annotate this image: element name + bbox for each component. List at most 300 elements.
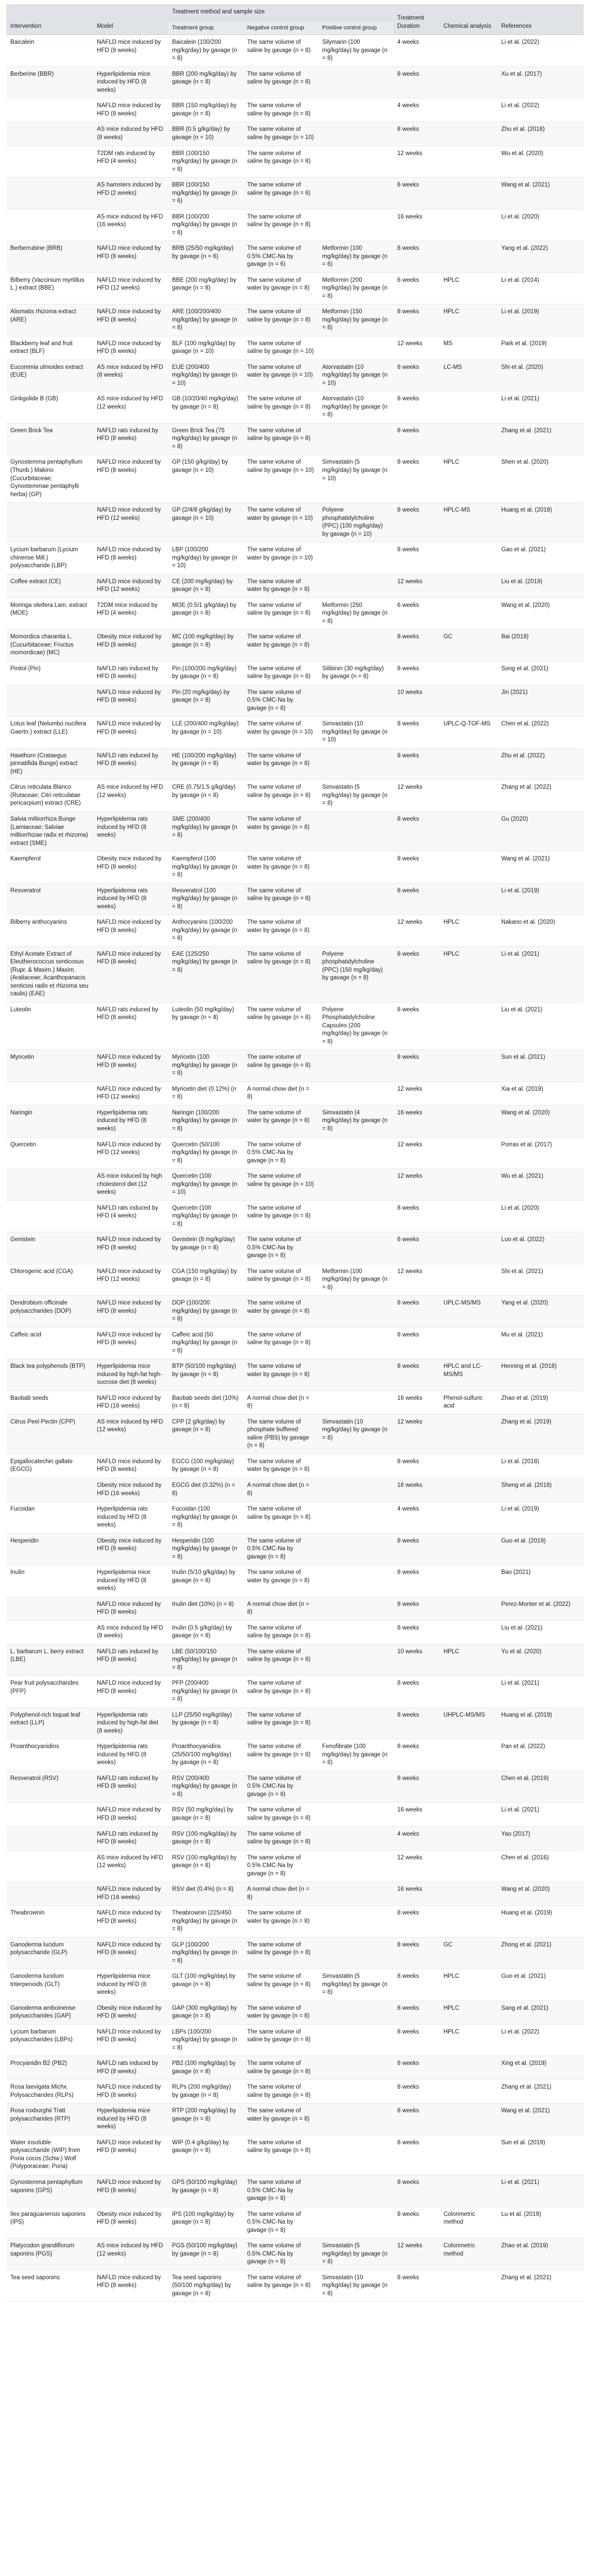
cell-positive-control <box>318 423 393 455</box>
cell-reference[interactable]: Wang et al. (2020) <box>497 1105 584 1137</box>
cell-duration: 12 weeks <box>393 1081 440 1105</box>
cell-duration: 8 weeks <box>393 1937 440 1969</box>
cell-chemical-analysis <box>440 1081 497 1105</box>
cell-reference[interactable]: Zhao et al. (2019) <box>497 1391 584 1414</box>
cell-negative-control: The same volume of water by gavage (n = 8) <box>243 2001 318 2024</box>
cell-reference[interactable]: Xia et al. (2019) <box>497 1081 584 1105</box>
table-row <box>6 1391 584 1414</box>
cell-positive-control: Simvastatin (4 mg/kg/day) by gavage (n = 8) <box>318 1105 393 1137</box>
cell-reference[interactable]: Gu (2020) <box>497 812 584 852</box>
cell-reference[interactable]: Chen et al. (2022) <box>497 717 584 749</box>
cell-positive-control <box>318 1478 393 1502</box>
cell-intervention: Ganoderma amboinense polysaccharides (GAP) <box>6 2001 93 2024</box>
cell-reference[interactable]: Li et al. (2021) <box>497 946 584 1002</box>
cell-model: NAFLD mice induced by HFD (12 weeks) <box>93 574 168 598</box>
cell-chemical-analysis: GC <box>440 1937 497 1969</box>
cell-negative-control: The same volume of saline by gavage (n = 8) <box>243 1739 318 1771</box>
cell-duration: 12 weeks <box>393 336 440 360</box>
cell-reference[interactable]: Park et al. (2019) <box>497 336 584 360</box>
cell-positive-control <box>318 574 393 598</box>
cell-intervention <box>6 1081 93 1105</box>
cell-chemical-analysis: HPLC <box>440 1969 497 2001</box>
cell-chemical-analysis <box>440 1676 497 1708</box>
cell-negative-control: The same volume of saline by gavage (n = 8) <box>243 2024 318 2056</box>
cell-treatment-group: Anthocyanins (100/200 mg/kg/day) by gavage (n = 8) <box>168 915 243 947</box>
cell-treatment-group: BBR (150 mg/kg/day) by gavage (n = 8) <box>168 98 243 122</box>
cell-treatment-group: Baobab seeds diet (10%) (n = 8) <box>168 1391 243 1414</box>
cell-reference[interactable]: Li et al. (2022) <box>497 2024 584 2056</box>
cell-treatment-group: Fucoidan (100 mg/kg/day) by gavage (n = 8) <box>168 1502 243 1534</box>
cell-intervention: Pear fruit polysaccharides (PFP) <box>6 1676 93 1708</box>
cell-negative-control: A normal chow diet (n = 8) <box>243 1478 318 1502</box>
cell-reference[interactable]: Li et al. (2022) <box>497 35 584 67</box>
table-row <box>6 1327 584 1359</box>
cell-positive-control <box>318 2207 393 2239</box>
cell-intervention: Naringin <box>6 1105 93 1137</box>
header-treatment-method: Treatment method and sample size <box>168 4 393 21</box>
table-row <box>6 780 584 812</box>
cell-reference[interactable]: Guo et al. (2019) <box>497 1533 584 1565</box>
cell-reference[interactable]: Zhong et al. (2021) <box>497 1937 584 1969</box>
cell-negative-control: The same volume of water by gavage (n = 10) <box>243 360 318 392</box>
cell-negative-control: The same volume of saline by gavage (n = 8) <box>243 1644 318 1676</box>
cell-negative-control: The same volume of saline by gavage (n = 8) <box>243 1002 318 1050</box>
cell-treatment-group: LBE (50/100/150 mg/kg/day) by gavage (n = 8) <box>168 1644 243 1676</box>
cell-treatment-group: RSV (100 mg/kg/day) by gavage (n = 8) <box>168 1826 243 1850</box>
cell-negative-control: A normal chow diet (n = 8) <box>243 1597 318 1620</box>
header-duration: Treatment Duration <box>393 4 440 35</box>
cell-chemical-analysis <box>440 812 497 852</box>
cell-model: AS mice induced by high cholesterol diet (12 weeks) <box>93 1169 168 1201</box>
cell-positive-control <box>318 1327 393 1359</box>
cell-model: NAFLD rats induced by HFD (4 weeks) <box>93 1200 168 1232</box>
table-row <box>6 35 584 67</box>
cell-negative-control: The same volume of saline by gavage (n = 8) <box>243 66 318 98</box>
cell-treatment-group: BBR (200 mg/kg/day) by gavage (n = 8) <box>168 66 243 98</box>
cell-chemical-analysis: HPLC <box>440 304 497 336</box>
cell-duration: 8 weeks <box>393 717 440 749</box>
cell-chemical-analysis <box>440 1826 497 1850</box>
cell-reference[interactable]: Zhao et al. (2019) <box>497 2239 584 2270</box>
cell-positive-control <box>318 1771 393 1803</box>
cell-chemical-analysis: HPLC <box>440 455 497 503</box>
cell-reference[interactable]: Porras et al. (2017) <box>497 1137 584 1169</box>
cell-reference[interactable]: Zhang et al. (2021) <box>497 2080 584 2104</box>
cell-reference[interactable]: Li et al. (2019) <box>497 883 584 915</box>
table-container <box>6 4 584 2302</box>
cell-reference[interactable]: Bao (2021) <box>497 1565 584 1597</box>
cell-intervention <box>6 1882 93 1906</box>
cell-treatment-group: GP (150 g/kg/day) by gavage (n = 10) <box>168 455 243 503</box>
cell-negative-control: A normal chow diet (n = 8) <box>243 1391 318 1414</box>
table-row <box>6 1414 584 1454</box>
cell-intervention: Myricetin <box>6 1050 93 1082</box>
cell-treatment-group: GLP (100/200 mg/kg/day) by gavage (n = 8) <box>168 1937 243 1969</box>
cell-treatment-group: LBP (100/200 mg/kg/day) by gavage (n = 10) <box>168 543 243 574</box>
cell-treatment-group: CRE (0.75/1.5 g/kg/day) by gavage (n = 8) <box>168 780 243 812</box>
table-row <box>6 1359 584 1391</box>
cell-positive-control <box>318 1391 393 1414</box>
cell-reference[interactable]: Yao (2017) <box>497 1826 584 1850</box>
table-row <box>6 2135 584 2175</box>
cell-model: NAFLD rats induced by HFD (8 weeks) <box>93 748 168 780</box>
cell-duration: 8 weeks <box>393 1707 440 1739</box>
cell-reference[interactable]: Liu et al. (2021) <box>497 1620 584 1644</box>
cell-duration: 12 weeks <box>393 1264 440 1296</box>
cell-intervention: Platycodon grandiflorum saponins (PGS) <box>6 2239 93 2270</box>
cell-reference[interactable]: Sun et al. (2019) <box>497 2135 584 2175</box>
cell-model: NAFLD mice induced by HFD (16 weeks) <box>93 1391 168 1414</box>
cell-reference[interactable]: Shi et al. (2021) <box>497 1264 584 1296</box>
cell-reference[interactable]: Xing et al. (2019) <box>497 2056 584 2080</box>
cell-chemical-analysis <box>440 1137 497 1169</box>
cell-negative-control: The same volume of saline by gavage (n = 8) <box>243 1826 318 1850</box>
cell-positive-control: Simvastatin (10 mg/kg/day) by gavage (n = 8) <box>318 1414 393 1454</box>
cell-chemical-analysis <box>440 2080 497 2104</box>
cell-model: T2DM rats induced by HFD (4 weeks) <box>93 146 168 178</box>
cell-positive-control <box>318 98 393 122</box>
cell-reference[interactable]: Song et al. (2021) <box>497 661 584 685</box>
cell-reference[interactable]: Li et al. (2020) <box>497 209 584 241</box>
cell-positive-control <box>318 2080 393 2104</box>
table-row <box>6 1232 584 1264</box>
cell-duration: 8 weeks <box>393 1296 440 1328</box>
cell-reference[interactable]: Zhang et al. (2021) <box>497 423 584 455</box>
cell-reference[interactable]: Zhang et al. (2021) <box>497 2270 584 2302</box>
cell-model: NAFLD mice induced by HFD (8 weeks) <box>93 2080 168 2104</box>
header-positive-group: Positive control group <box>318 21 393 35</box>
cell-treatment-group: Kaempferol (100 mg/kg/day) by gavage (n = 8) <box>168 852 243 884</box>
cell-treatment-group: BBR (100/200 mg/kg/day) by gavage (n = 8) <box>168 209 243 241</box>
cell-negative-control: The same volume of 0.5% CMC-Na by gavage (n = 8) <box>243 1850 318 1882</box>
cell-treatment-group: LBPs (100/200 mg/kg/day) by gavage (n = 8) <box>168 2024 243 2056</box>
cell-intervention: Lycium barbarum (Lycium chinense Mill.) polysaccharide (LBP) <box>6 543 93 574</box>
cell-duration: 8 weeks <box>393 2135 440 2175</box>
cell-model: NAFLD mice induced by HFD (8 weeks) <box>93 98 168 122</box>
cell-reference[interactable]: Huang et al. (2019) <box>497 1707 584 1739</box>
table-row <box>6 66 584 98</box>
cell-positive-control <box>318 1707 393 1739</box>
cell-reference[interactable]: Chen et al. (2016) <box>497 1850 584 1882</box>
table-row <box>6 852 584 884</box>
cell-model: NAFLD mice induced by HFD (12 weeks) <box>93 1137 168 1169</box>
cell-intervention: Procyanidin B2 (PB2) <box>6 2056 93 2080</box>
cell-duration: 8 weeks <box>393 630 440 662</box>
cell-reference[interactable]: Li et al. (2022) <box>497 98 584 122</box>
cell-reference[interactable]: Sun et al. (2021) <box>497 1050 584 1082</box>
cell-intervention: Baicalein <box>6 35 93 67</box>
cell-duration: 12 weeks <box>393 1137 440 1169</box>
cell-positive-control <box>318 1906 393 1938</box>
cell-chemical-analysis <box>440 1771 497 1803</box>
cell-treatment-group: MOE (0.5/1 g/kg/day) by gavage (n = 8) <box>168 598 243 630</box>
cell-treatment-group: RTP (200 mg/kg/day) by gavage (n = 8) <box>168 2104 243 2136</box>
cell-reference[interactable]: Luo et al. (2022) <box>497 1232 584 1264</box>
cell-reference[interactable]: Li et al. (2021) <box>497 1803 584 1826</box>
cell-chemical-analysis <box>440 2056 497 2080</box>
cell-chemical-analysis <box>440 1882 497 1906</box>
cell-reference[interactable]: Lu et al. (2019) <box>497 2207 584 2239</box>
cell-model: AS mice induced by HFD (12 weeks) <box>93 780 168 812</box>
cell-duration: 6 weeks <box>393 178 440 210</box>
cell-duration: 8 weeks <box>393 1620 440 1644</box>
cell-chemical-analysis <box>440 66 497 98</box>
cell-positive-control <box>318 1050 393 1082</box>
cell-chemical-analysis <box>440 883 497 915</box>
cell-reference[interactable]: Yang et al. (2022) <box>497 241 584 273</box>
cell-reference[interactable]: Nakano et al. (2020) <box>497 915 584 947</box>
table-row <box>6 1826 584 1850</box>
cell-chemical-analysis <box>440 1502 497 1534</box>
cell-treatment-group: WIP (0.4 g/kg/day) by gavage (n = 8) <box>168 2135 243 2175</box>
cell-negative-control: The same volume of saline by gavage (n = 8) <box>243 1937 318 1969</box>
cell-duration: 8 weeks <box>393 122 440 146</box>
cell-reference[interactable]: Pan et al. (2022) <box>497 1739 584 1771</box>
cell-reference[interactable]: Wang et al. (2020) <box>497 1882 584 1906</box>
cell-model: NAFLD rats induced by HFD (8 weeks) <box>93 661 168 685</box>
cell-reference[interactable]: Wang et al. (2020) <box>497 598 584 630</box>
cell-chemical-analysis <box>440 1454 497 1478</box>
cell-reference[interactable]: Wang et al. (2021) <box>497 2104 584 2136</box>
cell-intervention: Polyphenol-rich loquat leaf extract (LLP) <box>6 1707 93 1739</box>
cell-reference[interactable]: Wu et al. (2021) <box>497 1169 584 1201</box>
cell-chemical-analysis <box>440 392 497 423</box>
table-row <box>6 392 584 423</box>
cell-intervention: Alismatis rhizoma extract (ARE) <box>6 304 93 336</box>
cell-reference[interactable]: Li et al. (2019) <box>497 1502 584 1534</box>
cell-positive-control <box>318 1502 393 1534</box>
table-row <box>6 717 584 749</box>
cell-chemical-analysis <box>440 1050 497 1082</box>
cell-treatment-group: Caffeic acid (50 mg/kg/day) by gavage (n = 8) <box>168 1327 243 1359</box>
cell-chemical-analysis <box>440 780 497 812</box>
cell-reference[interactable]: Wang et al. (2021) <box>497 852 584 884</box>
cell-positive-control: Atorvastatin (10 mg/kg/day) by gavage (n = 8) <box>318 392 393 423</box>
cell-model: NAFLD rats induced by HFD (8 weeks) <box>93 1771 168 1803</box>
cell-positive-control <box>318 1359 393 1391</box>
cell-chemical-analysis <box>440 1169 497 1201</box>
cell-reference[interactable]: Wang et al. (2021) <box>497 178 584 210</box>
cell-positive-control <box>318 2001 393 2024</box>
table-row <box>6 1882 584 1906</box>
cell-intervention: Dendrobium officinale polysaccharides (DOP) <box>6 1296 93 1328</box>
cell-duration: 8 weeks <box>393 2207 440 2239</box>
header-references: References <box>497 4 584 35</box>
cell-treatment-group: Quercetin (100 mg/kg/day) by gavage (n = 8) <box>168 1200 243 1232</box>
cell-negative-control: The same volume of 0.5% CMC-Na by gavage (n = 8) <box>243 1533 318 1565</box>
table-row <box>6 1676 584 1708</box>
cell-treatment-group: EUE (200/400 mg/kg/day) by gavage (n = 10) <box>168 360 243 392</box>
cell-negative-control: The same volume of saline by gavage (n = 8) <box>243 2080 318 2104</box>
cell-reference[interactable]: Huang et al. (2018) <box>497 503 584 543</box>
cell-reference[interactable]: Yu et al. (2020) <box>497 1644 584 1676</box>
cell-reference[interactable]: Huang et al. (2019) <box>497 1906 584 1938</box>
cell-model: NAFLD mice induced by HFD (8 weeks) <box>93 1937 168 1969</box>
cell-intervention: Gynostemma pentaphyllum saponins (GPS) <box>6 2175 93 2207</box>
cell-model: NAFLD mice induced by HFD (12 weeks) <box>93 503 168 543</box>
cell-positive-control <box>318 852 393 884</box>
table-row <box>6 1906 584 1938</box>
cell-model: NAFLD mice induced by HFD (8 weeks) <box>93 1676 168 1708</box>
cell-treatment-group: Myricetin (100 mg/kg/day) by gavage (n = 8) <box>168 1050 243 1082</box>
table-row <box>6 2239 584 2270</box>
cell-duration: 8 weeks <box>393 852 440 884</box>
cell-intervention: Ganoderma lucidum polysaccharide (GLP) <box>6 1937 93 1969</box>
cell-reference[interactable]: Yang et al. (2020) <box>497 1296 584 1328</box>
cell-duration: 8 weeks <box>393 1454 440 1478</box>
cell-reference[interactable]: Perez-Monter et al. (2022) <box>497 1597 584 1620</box>
cell-duration: 16 weeks <box>393 1882 440 1906</box>
cell-reference[interactable]: Zhu et al. (2022) <box>497 748 584 780</box>
cell-positive-control <box>318 2104 393 2136</box>
cell-intervention: Rosa roxburghii Tratt polysaccharides (RTP) <box>6 2104 93 2136</box>
cell-intervention: Bilberry anthocyanins <box>6 915 93 947</box>
cell-model: AS mice induced by HFD (12 weeks) <box>93 2239 168 2270</box>
cell-duration: 16 weeks <box>393 209 440 241</box>
cell-reference[interactable]: Li et al. (2021) <box>497 392 584 423</box>
cell-model: NAFLD mice induced by HFD (8 weeks) <box>93 2175 168 2207</box>
cell-duration: 12 weeks <box>393 1414 440 1454</box>
cell-treatment-group: IPS (100 mg/kg/day) by gavage (n = 8) <box>168 2207 243 2239</box>
cell-duration: 8 weeks <box>393 2104 440 2136</box>
cell-treatment-group: Green Brick Tea (75 mg/kg/day) by gavage (n = 8) <box>168 423 243 455</box>
cell-model: Obesity mice induced by HFD (16 weeks) <box>93 1478 168 1502</box>
cell-treatment-group: Pin (20 mg/kg/day) by gavage (n = 8) <box>168 685 243 717</box>
cell-intervention: Ethyl Acetate Extract of Eleutherococcus senticosus (Rupr. & Maxim.) Maxim. (Araliaceae; Acanthopanacis senticosi radix et rhizoma seu caulis) (EAE) <box>6 946 93 1002</box>
table-row <box>6 241 584 273</box>
cell-reference[interactable]: Li et al. (2020) <box>497 1200 584 1232</box>
cell-treatment-group: HE (100/200 mg/kg/day) by gavage (n = 8) <box>168 748 243 780</box>
cell-treatment-group: GLT (100 mg/kg/day) by gavage (n = 8) <box>168 1969 243 2001</box>
cell-model: NAFLD mice induced by HFD (12 weeks) <box>93 1081 168 1105</box>
cell-duration: 8 weeks <box>393 1359 440 1391</box>
cell-negative-control: A normal chow diet (n = 8) <box>243 1882 318 1906</box>
cell-model: NAFLD mice induced by HFD (8 weeks) <box>93 1327 168 1359</box>
cell-reference[interactable]: Xu et al. (2017) <box>497 66 584 98</box>
cell-intervention: Berberine (BBR) <box>6 66 93 98</box>
cell-negative-control: The same volume of saline by gavage (n = 8) <box>243 304 318 336</box>
cell-reference[interactable]: Mu et al. (2021) <box>497 1327 584 1359</box>
cell-reference[interactable]: Bai (2019) <box>497 630 584 662</box>
cell-negative-control: The same volume of saline by gavage (n = 10) <box>243 1169 318 1201</box>
cell-model: AS mice induced by HFD (12 weeks) <box>93 392 168 423</box>
cell-duration: 16 weeks <box>393 1391 440 1414</box>
cell-reference[interactable]: Liu et al. (2021) <box>497 1002 584 1050</box>
cell-positive-control <box>318 336 393 360</box>
cell-reference[interactable]: Gao et al. (2021) <box>497 543 584 574</box>
cell-treatment-group: Theabrownin (225/450 mg/kg/day) by gavage (n = 8) <box>168 1906 243 1938</box>
cell-duration: 6 weeks <box>393 273 440 304</box>
cell-intervention: Chlorogenic acid (CGA) <box>6 1264 93 1296</box>
cell-negative-control: The same volume of 0.5% CMC-Na by gavage (n = 8) <box>243 1232 318 1264</box>
cell-reference[interactable]: Li et al. (2014) <box>497 273 584 304</box>
cell-reference[interactable]: Liu et al. (2019) <box>497 574 584 598</box>
cell-reference[interactable]: Jin (2021) <box>497 685 584 717</box>
table-row <box>6 98 584 122</box>
cell-model: Hyperlipidemia mice induced by high-fat high-sucrose diet (8 weeks) <box>93 1359 168 1391</box>
cell-positive-control <box>318 2175 393 2207</box>
cell-chemical-analysis <box>440 1906 497 1938</box>
cell-chemical-analysis: HPLC <box>440 1644 497 1676</box>
cell-intervention: Luteolin <box>6 1002 93 1050</box>
cell-positive-control <box>318 1850 393 1882</box>
cell-reference[interactable]: Shi et al. (2020) <box>497 360 584 392</box>
cell-duration: 8 weeks <box>393 1597 440 1620</box>
cell-positive-control <box>318 1882 393 1906</box>
cell-negative-control: The same volume of water by gavage (n = 10) <box>243 543 318 574</box>
cell-intervention: Rosa laevigata Michx. Polysaccharides (RLPs) <box>6 2080 93 2104</box>
cell-duration: 8 weeks <box>393 1771 440 1803</box>
cell-reference[interactable]: Zhang et al. (2019) <box>497 1414 584 1454</box>
cell-chemical-analysis: MS <box>440 336 497 360</box>
cell-reference[interactable]: Zhu et al. (2018) <box>497 122 584 146</box>
cell-chemical-analysis: Colorimetric method <box>440 2207 497 2239</box>
cell-reference[interactable]: Shen et al. (2020) <box>497 455 584 503</box>
table-row <box>6 2175 584 2207</box>
cell-duration: 8 weeks <box>393 360 440 392</box>
cell-duration: 16 weeks <box>393 1803 440 1826</box>
header-chemical-analysis: Chemical analysis <box>440 4 497 35</box>
cell-negative-control: The same volume of saline by gavage (n = 8) <box>243 423 318 455</box>
cell-treatment-group: Hesperidin (100 mg/kg/day) by gavage (n = 8) <box>168 1533 243 1565</box>
cell-reference[interactable]: Guo et al. (2021) <box>497 1969 584 2001</box>
cell-model: NAFLD rats induced by HFD (8 weeks) <box>93 1826 168 1850</box>
cell-positive-control: Metformin (200 mg/kg/day) by gavage (n = 8) <box>318 273 393 304</box>
cell-model: AS mice induced by HFD (8 weeks) <box>93 122 168 146</box>
cell-reference[interactable]: Li et al. (2021) <box>497 1676 584 1708</box>
cell-reference[interactable]: Sang et al. (2021) <box>497 2001 584 2024</box>
table-row <box>6 1565 584 1597</box>
cell-treatment-group: GB (10/20/40 mg/kg/day) by gavage (n = 8) <box>168 392 243 423</box>
cell-duration: 8 weeks <box>393 1906 440 1938</box>
cell-reference[interactable]: Li et al. (2019) <box>497 304 584 336</box>
cell-reference[interactable]: Li et al. (2021) <box>497 2175 584 2207</box>
cell-treatment-group: Baicalein (100/200 mg/kg/day) by gavage (n = 8) <box>168 35 243 67</box>
cell-positive-control <box>318 1676 393 1708</box>
cell-duration: 10 weeks <box>393 1644 440 1676</box>
cell-duration: 8 weeks <box>393 883 440 915</box>
table-row <box>6 122 584 146</box>
table-row <box>6 2080 584 2104</box>
cell-positive-control: Simvastatin (10 mg/kg/day) by gavage (n = 10) <box>318 717 393 749</box>
cell-negative-control: The same volume of saline by gavage (n = 8) <box>243 1676 318 1708</box>
cell-treatment-group: Pin (100/200 mg/kg/day) by gavage (n = 8) <box>168 661 243 685</box>
cell-duration: 8 weeks <box>393 2270 440 2302</box>
cell-duration: 8 weeks <box>393 2001 440 2024</box>
cell-reference[interactable]: Zhang et al. (2022) <box>497 780 584 812</box>
cell-negative-control: The same volume of saline by gavage (n = 8) <box>243 209 318 241</box>
table-row <box>6 1803 584 1826</box>
cell-chemical-analysis <box>440 1105 497 1137</box>
cell-positive-control: Simvastatin (5 mg/kg/day) by gavage (n = 8) <box>318 2239 393 2270</box>
cell-duration: 8 weeks <box>393 1969 440 2001</box>
cell-intervention: Inulin <box>6 1565 93 1597</box>
cell-reference[interactable]: Chen et al. (2019) <box>497 1771 584 1803</box>
table-row <box>6 1478 584 1502</box>
cell-reference[interactable]: Henning et al. (2018) <box>497 1359 584 1391</box>
table-row <box>6 574 584 598</box>
cell-chemical-analysis <box>440 543 497 574</box>
cell-chemical-analysis: HPLC <box>440 946 497 1002</box>
cell-negative-control: The same volume of saline by gavage (n = 8) <box>243 98 318 122</box>
cell-reference[interactable]: Wu et al. (2020) <box>497 146 584 178</box>
cell-reference[interactable]: Sheng et al. (2018) <box>497 1478 584 1502</box>
cell-chemical-analysis: HPLC <box>440 2024 497 2056</box>
cell-chemical-analysis <box>440 98 497 122</box>
cell-intervention: Quercetin <box>6 1137 93 1169</box>
cell-positive-control <box>318 1644 393 1676</box>
cell-reference[interactable]: Li et al. (2018) <box>497 1454 584 1478</box>
